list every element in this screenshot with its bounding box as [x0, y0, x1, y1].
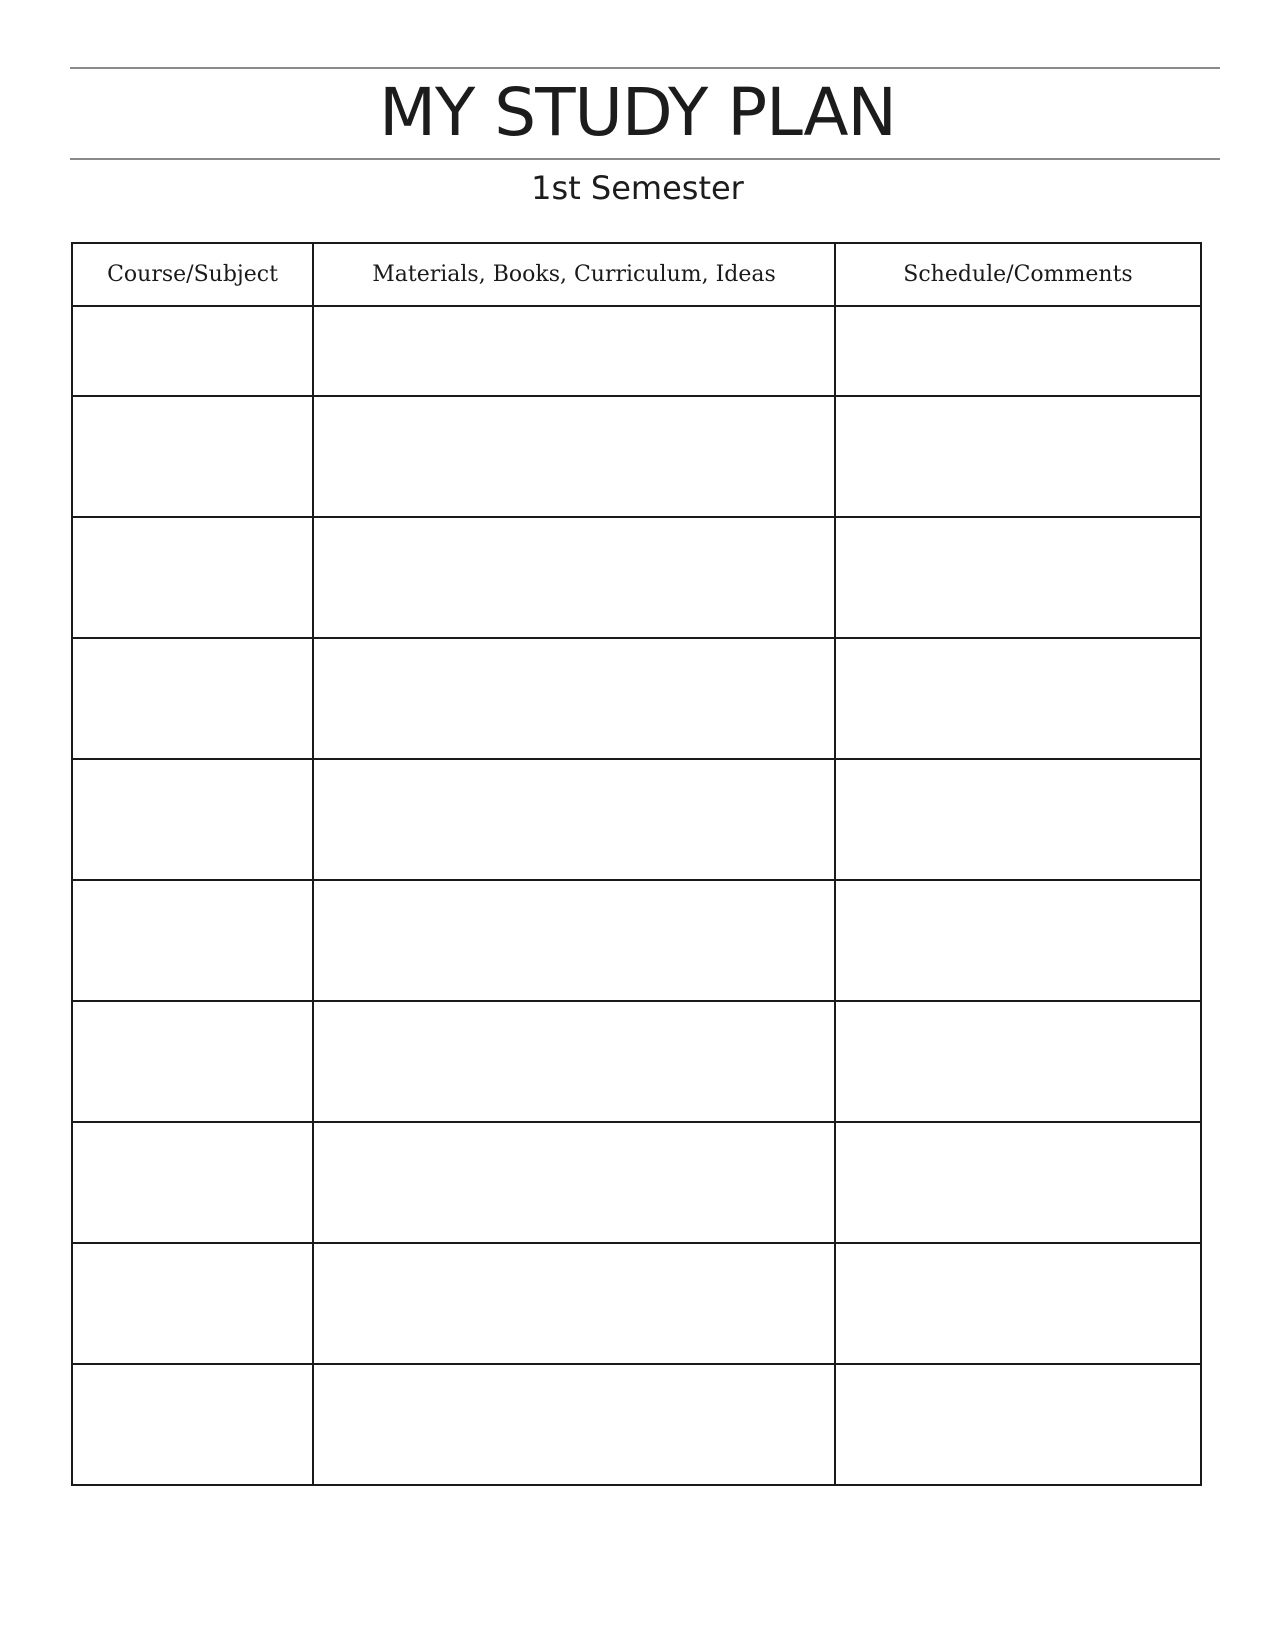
- course-cell[interactable]: [72, 638, 313, 759]
- table-row: [72, 1001, 1201, 1122]
- study-plan-table: [71, 242, 1202, 1486]
- table-row: [72, 1243, 1201, 1364]
- course-cell[interactable]: [72, 517, 313, 638]
- column-header-materials: Materials, Books, Curriculum, Ideas: [313, 243, 835, 306]
- course-cell[interactable]: [72, 396, 313, 517]
- materials-cell[interactable]: [313, 759, 835, 880]
- table-row: [72, 306, 1201, 396]
- bottom-rule: [70, 158, 1220, 160]
- course-cell[interactable]: [72, 1001, 313, 1122]
- table-row: [72, 1364, 1201, 1485]
- schedule-cell[interactable]: [835, 1364, 1201, 1485]
- page-subtitle: 1st Semester: [531, 169, 744, 207]
- course-cell[interactable]: [72, 1243, 313, 1364]
- materials-cell[interactable]: [313, 1001, 835, 1122]
- materials-cell[interactable]: [313, 517, 835, 638]
- course-cell[interactable]: [72, 1122, 313, 1243]
- schedule-cell[interactable]: [835, 396, 1201, 517]
- schedule-cell[interactable]: [835, 306, 1201, 396]
- materials-cell[interactable]: [313, 306, 835, 396]
- course-cell[interactable]: [72, 306, 313, 396]
- table-row: [72, 759, 1201, 880]
- materials-cell[interactable]: [313, 638, 835, 759]
- materials-cell[interactable]: [313, 880, 835, 1001]
- materials-cell[interactable]: [313, 1364, 835, 1485]
- schedule-cell[interactable]: [835, 638, 1201, 759]
- schedule-cell[interactable]: [835, 1243, 1201, 1364]
- course-cell[interactable]: [72, 880, 313, 1001]
- materials-cell[interactable]: [313, 396, 835, 517]
- top-rule: [70, 67, 1220, 69]
- header-row: [72, 243, 1201, 306]
- schedule-cell[interactable]: [835, 880, 1201, 1001]
- materials-cell[interactable]: [313, 1243, 835, 1364]
- column-header-course-subject: Course/Subject: [72, 243, 313, 306]
- course-cell[interactable]: [72, 759, 313, 880]
- table-row: [72, 638, 1201, 759]
- schedule-cell[interactable]: [835, 1122, 1201, 1243]
- table-row: [72, 396, 1201, 517]
- table-row: [72, 880, 1201, 1001]
- page-title: MY STUDY PLAN: [379, 74, 896, 151]
- table-row: [72, 517, 1201, 638]
- materials-cell[interactable]: [313, 1122, 835, 1243]
- column-header-schedule-comments: Schedule/Comments: [835, 243, 1201, 306]
- schedule-cell[interactable]: [835, 759, 1201, 880]
- schedule-cell[interactable]: [835, 517, 1201, 638]
- table-row: [72, 1122, 1201, 1243]
- course-cell[interactable]: [72, 1364, 313, 1485]
- schedule-cell[interactable]: [835, 1001, 1201, 1122]
